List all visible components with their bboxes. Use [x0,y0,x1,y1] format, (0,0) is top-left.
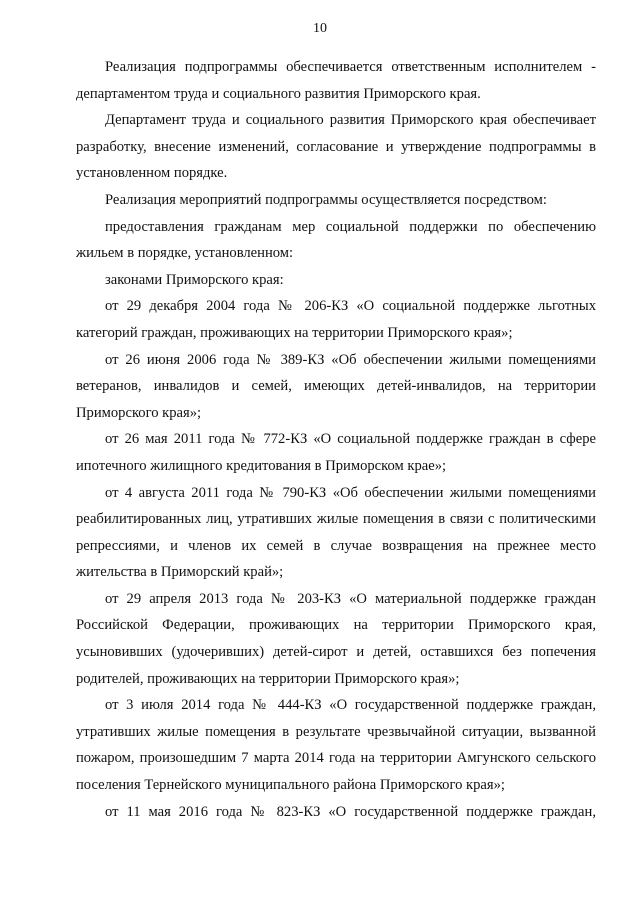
document-body [76,54,596,825]
paragraph-laws-heading: законами Приморского края: [105,271,284,288]
paragraph-law-444: от 3 июля 2014 года № 444-КЗ «О государственной поддержке граждан, утративших жилые помещения в результате чрезвычайной ситуации, вызванной пожаром, произошедшим 7 марта 2014 года на территории Амгунского сельского поселения Тернейского муниципального района Приморского края»; [76,697,596,794]
paragraph-social-support: предоставления гражданам мер социальной поддержки по обеспечению жильем в порядке, установленном: [76,218,596,262]
paragraph-implementation-responsible: Реализация подпрограммы обеспечивается ответственным исполнителем - департаментом труда и социального развития Приморского края. [76,59,596,102]
paragraph-law-206: от 29 декабря 2004 года № 206-КЗ «О социальной поддержке льготных категорий граждан, проживающих на территории Приморского края»; [76,298,596,341]
paragraph-law-772: от 26 мая 2011 года № 772-КЗ «О социальной поддержке граждан в сфере ипотечного жилищного кредитования в Приморском крае»; [76,431,596,474]
page-number: 10 [313,21,327,36]
paragraph-implementation-means: Реализация мероприятий подпрограммы осуществляется посредством: [105,191,547,208]
paragraph-department-duties: Департамент труда и социального развития Приморского края обеспечивает разработку, внесение изменений, согласование и утверждение подпрограммы в установленном порядке. [76,112,596,182]
paragraph-law-790: от 4 августа 2011 года № 790-КЗ «Об обеспечении жилыми помещениями реабилитированных лиц, утративших жилые помещения в связи с политическими репрессиями, и членов их семей в случае возвращения на прежнее место жительства в Приморский край»; [76,484,596,581]
paragraph-law-389: от 26 июня 2006 года № 389-КЗ «Об обеспечении жилыми помещениями ветеранов, инвалидов и семей, имеющих детей-инвалидов, на территории Приморского края»; [76,351,596,421]
paragraph-law-823: от 11 мая 2016 года № 823-КЗ «О государственной поддержке граждан, [105,803,596,820]
paragraph-law-203: от 29 апреля 2013 года № 203-КЗ «О материальной поддержке граждан Российской Федерации, проживающих на территории Приморского края, усыновивших (удочеривших) детей-сирот и детей, оставшихся без попечения родителей, проживающих на территории Приморского края»; [76,590,596,687]
